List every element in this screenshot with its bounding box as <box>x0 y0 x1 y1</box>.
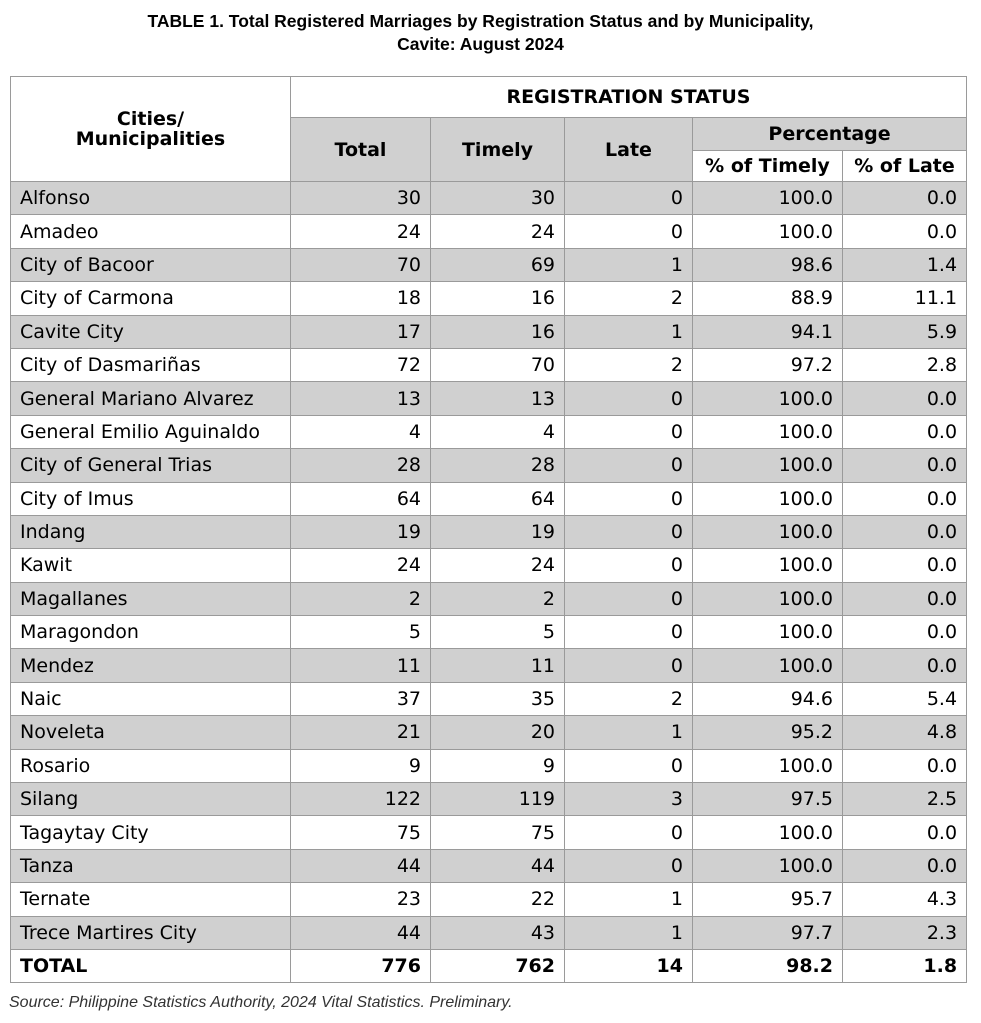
timely-cell: 43 <box>431 916 565 949</box>
late-cell: 1 <box>565 248 693 281</box>
pct-late-cell: 0.0 <box>843 449 967 482</box>
timely-cell: 75 <box>431 816 565 849</box>
pct-timely-cell: 98.6 <box>693 248 843 281</box>
timely-cell: 9 <box>431 749 565 782</box>
pct-timely-cell: 97.7 <box>693 916 843 949</box>
timely-cell: 13 <box>431 382 565 415</box>
table-row <box>11 215 967 248</box>
timely-cell: 64 <box>431 482 565 515</box>
late-cell: 0 <box>565 415 693 448</box>
pct-timely-cell: 97.5 <box>693 783 843 816</box>
total-cell: 19 <box>291 515 431 548</box>
table-row <box>11 382 967 415</box>
total-cell: 24 <box>291 549 431 582</box>
total-cell: 13 <box>291 382 431 415</box>
total-cell: 64 <box>291 482 431 515</box>
pct-late-cell: 5.9 <box>843 315 967 348</box>
pct-late-cell: 0.0 <box>843 816 967 849</box>
pct-timely-cell: 95.7 <box>693 883 843 916</box>
timely-cell: 35 <box>431 682 565 715</box>
pct-timely-cell: 100.0 <box>693 215 843 248</box>
late-cell: 0 <box>565 549 693 582</box>
late-cell: 0 <box>565 582 693 615</box>
municipality-cell: Maragondon <box>11 616 291 649</box>
total-cell: 44 <box>291 916 431 949</box>
pct-late-cell: 0.0 <box>843 849 967 882</box>
table-row <box>11 549 967 582</box>
pct-timely-cell: 100.0 <box>693 549 843 582</box>
pct-timely-cell: 100.0 <box>693 616 843 649</box>
municipality-cell: Rosario <box>11 749 291 782</box>
pct-late-cell: 0.0 <box>843 649 967 682</box>
municipality-cell: City of Dasmariñas <box>11 348 291 381</box>
late-cell: 0 <box>565 515 693 548</box>
total-late-cell: 14 <box>565 949 693 982</box>
table-row <box>11 616 967 649</box>
table-row <box>11 749 967 782</box>
timely-cell: 22 <box>431 883 565 916</box>
table-row <box>11 816 967 849</box>
total-cell: 70 <box>291 248 431 281</box>
late-cell: 2 <box>565 348 693 381</box>
timely-cell: 30 <box>431 182 565 215</box>
late-cell: 0 <box>565 849 693 882</box>
timely-cell: 11 <box>431 649 565 682</box>
percentage-header: Percentage <box>693 118 967 151</box>
pct-timely-cell: 94.6 <box>693 682 843 715</box>
municipality-cell: Trece Martires City <box>11 916 291 949</box>
timely-cell: 28 <box>431 449 565 482</box>
pct-timely-cell: 100.0 <box>693 382 843 415</box>
pct-late-cell: 11.1 <box>843 282 967 315</box>
pct-timely-cell: 100.0 <box>693 415 843 448</box>
pct-timely-cell: 100.0 <box>693 749 843 782</box>
table-title <box>0 10 961 56</box>
table-title-line-1: TABLE 1. Total Registered Marriages by Registration Status and by Municipality, <box>147 11 814 31</box>
total-cell: 37 <box>291 682 431 715</box>
municipality-cell: Kawit <box>11 549 291 582</box>
pct-timely-cell: 94.1 <box>693 315 843 348</box>
timely-cell: 19 <box>431 515 565 548</box>
pct-timely-cell: 88.9 <box>693 282 843 315</box>
late-cell: 1 <box>565 916 693 949</box>
municipality-cell: City of General Trias <box>11 449 291 482</box>
timely-cell: 69 <box>431 248 565 281</box>
pct-late-cell: 1.4 <box>843 248 967 281</box>
pct-late-cell: 0.0 <box>843 582 967 615</box>
timely-cell: 119 <box>431 783 565 816</box>
table-row <box>11 783 967 816</box>
late-cell: 0 <box>565 382 693 415</box>
table-row <box>11 582 967 615</box>
total-cell: 18 <box>291 282 431 315</box>
pct-timely-cell: 100.0 <box>693 816 843 849</box>
table-row <box>11 482 967 515</box>
table-row <box>11 682 967 715</box>
municipality-cell: Silang <box>11 783 291 816</box>
pct-timely-cell: 97.2 <box>693 348 843 381</box>
pct-late-cell: 0.0 <box>843 382 967 415</box>
pct-late-cell: 0.0 <box>843 182 967 215</box>
timely-cell: 24 <box>431 549 565 582</box>
table-row <box>11 182 967 215</box>
timely-cell: 24 <box>431 215 565 248</box>
cities-header <box>11 77 291 182</box>
pct-late-cell: 2.8 <box>843 348 967 381</box>
late-cell: 1 <box>565 716 693 749</box>
total-cell: 11 <box>291 649 431 682</box>
timely-cell: 16 <box>431 315 565 348</box>
total-cell: 30 <box>291 182 431 215</box>
pct-timely-cell: 100.0 <box>693 182 843 215</box>
table-row <box>11 248 967 281</box>
total-cell: 122 <box>291 783 431 816</box>
timely-header: Timely <box>431 118 565 182</box>
pct-late-cell: 0.0 <box>843 749 967 782</box>
municipality-cell: Tanza <box>11 849 291 882</box>
total-header: Total <box>291 118 431 182</box>
pct-timely-cell: 100.0 <box>693 649 843 682</box>
pct-timely-cell: 100.0 <box>693 449 843 482</box>
total-cell: 17 <box>291 315 431 348</box>
table-row <box>11 649 967 682</box>
pct-timely-cell: 100.0 <box>693 849 843 882</box>
municipality-cell: Tagaytay City <box>11 816 291 849</box>
timely-cell: 44 <box>431 849 565 882</box>
timely-cell: 16 <box>431 282 565 315</box>
pct-late-cell: 2.5 <box>843 783 967 816</box>
total-row <box>11 949 967 982</box>
late-cell: 0 <box>565 616 693 649</box>
pct-late-header: % of Late <box>843 151 967 182</box>
cities-header-line-1: Cities/ <box>116 108 185 130</box>
municipality-cell: Noveleta <box>11 716 291 749</box>
pct-late-cell: 0.0 <box>843 549 967 582</box>
table-row <box>11 415 967 448</box>
total-cell: 4 <box>291 415 431 448</box>
late-cell: 0 <box>565 816 693 849</box>
total-cell: 2 <box>291 582 431 615</box>
total-pct-late-cell: 1.8 <box>843 949 967 982</box>
late-cell: 0 <box>565 482 693 515</box>
municipality-cell: Amadeo <box>11 215 291 248</box>
pct-late-cell: 2.3 <box>843 916 967 949</box>
pct-timely-cell: 100.0 <box>693 482 843 515</box>
municipality-cell: Mendez <box>11 649 291 682</box>
cities-header-line-2: Municipalities <box>75 128 226 150</box>
table-row <box>11 348 967 381</box>
total-cell: 9 <box>291 749 431 782</box>
total-cell: 24 <box>291 215 431 248</box>
pct-timely-cell: 100.0 <box>693 515 843 548</box>
total-total-cell: 776 <box>291 949 431 982</box>
pct-timely-cell: 100.0 <box>693 582 843 615</box>
table-row <box>11 849 967 882</box>
timely-cell: 2 <box>431 582 565 615</box>
timely-cell: 4 <box>431 415 565 448</box>
total-label: TOTAL <box>11 949 291 982</box>
total-cell: 75 <box>291 816 431 849</box>
table-header <box>11 77 967 182</box>
late-cell: 0 <box>565 649 693 682</box>
total-timely-cell: 762 <box>431 949 565 982</box>
marriages-table <box>10 76 967 983</box>
pct-timely-cell: 95.2 <box>693 716 843 749</box>
municipality-cell: Cavite City <box>11 315 291 348</box>
municipality-cell: Naic <box>11 682 291 715</box>
municipality-cell: City of Bacoor <box>11 248 291 281</box>
table-body <box>11 182 967 983</box>
municipality-cell: City of Carmona <box>11 282 291 315</box>
municipality-cell: Magallanes <box>11 582 291 615</box>
pct-late-cell: 0.0 <box>843 415 967 448</box>
pct-late-cell: 0.0 <box>843 616 967 649</box>
total-pct-timely-cell: 98.2 <box>693 949 843 982</box>
late-header: Late <box>565 118 693 182</box>
late-cell: 0 <box>565 749 693 782</box>
total-cell: 44 <box>291 849 431 882</box>
pct-late-cell: 4.3 <box>843 883 967 916</box>
late-cell: 0 <box>565 215 693 248</box>
municipality-cell: Ternate <box>11 883 291 916</box>
pct-late-cell: 5.4 <box>843 682 967 715</box>
timely-cell: 20 <box>431 716 565 749</box>
municipality-cell: Indang <box>11 515 291 548</box>
total-cell: 28 <box>291 449 431 482</box>
total-cell: 21 <box>291 716 431 749</box>
pct-late-cell: 0.0 <box>843 215 967 248</box>
late-cell: 3 <box>565 783 693 816</box>
timely-cell: 5 <box>431 616 565 649</box>
table-title-line-2: Cavite: August 2024 <box>397 34 564 54</box>
late-cell: 1 <box>565 315 693 348</box>
municipality-cell: City of Imus <box>11 482 291 515</box>
total-cell: 23 <box>291 883 431 916</box>
registration-status-header: REGISTRATION STATUS <box>291 77 967 118</box>
table-row <box>11 916 967 949</box>
pct-timely-header: % of Timely <box>693 151 843 182</box>
table-row <box>11 515 967 548</box>
late-cell: 2 <box>565 682 693 715</box>
pct-late-cell: 0.0 <box>843 515 967 548</box>
late-cell: 0 <box>565 182 693 215</box>
table-row <box>11 282 967 315</box>
table-row <box>11 449 967 482</box>
municipality-cell: General Mariano Alvarez <box>11 382 291 415</box>
total-cell: 72 <box>291 348 431 381</box>
table-row <box>11 716 967 749</box>
total-cell: 5 <box>291 616 431 649</box>
late-cell: 1 <box>565 883 693 916</box>
table-row <box>11 315 967 348</box>
timely-cell: 70 <box>431 348 565 381</box>
municipality-cell: General Emilio Aguinaldo <box>11 415 291 448</box>
pct-late-cell: 4.8 <box>843 716 967 749</box>
source-note: Source: Philippine Statistics Authority, 2024 Vital Statistics. Preliminary. <box>9 994 513 1011</box>
municipality-cell: Alfonso <box>11 182 291 215</box>
table-row <box>11 883 967 916</box>
late-cell: 0 <box>565 449 693 482</box>
late-cell: 2 <box>565 282 693 315</box>
pct-late-cell: 0.0 <box>843 482 967 515</box>
